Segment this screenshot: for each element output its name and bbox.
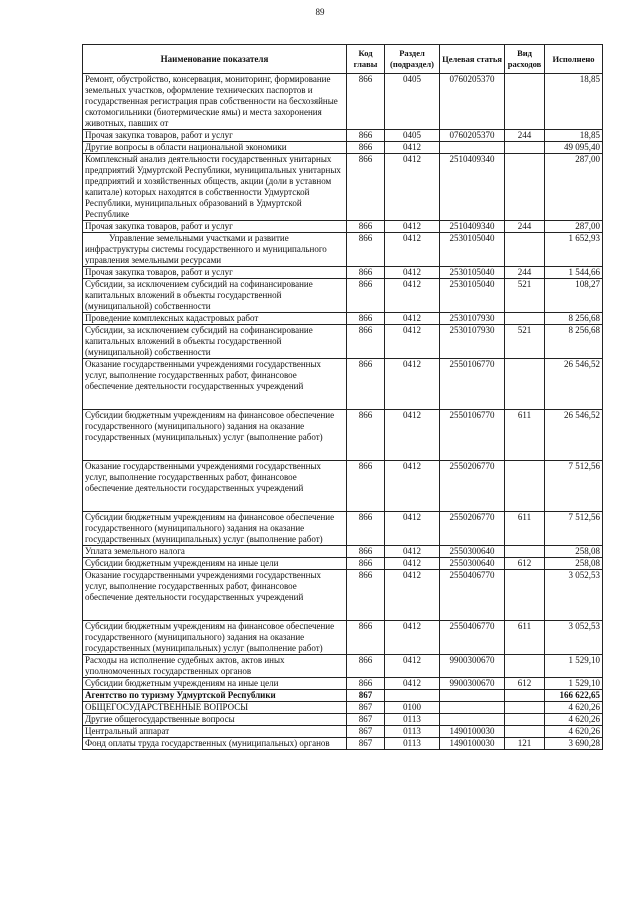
cell-target: 2530105040 [440, 267, 505, 279]
cell-amount: 7 512,56 [545, 512, 603, 546]
cell-code: 866 [347, 512, 385, 546]
table-row [83, 726, 603, 738]
cell-code: 867 [347, 738, 385, 750]
cell-type [505, 154, 545, 221]
cell-target: 2550300640 [440, 558, 505, 570]
table-row [83, 142, 603, 154]
cell-section: 0412 [385, 313, 440, 325]
cell-target: 2530105040 [440, 233, 505, 267]
cell-amount: 7 512,56 [545, 461, 603, 512]
cell-name: Центральный аппарат [83, 726, 347, 738]
cell-type [505, 726, 545, 738]
table-row [83, 74, 603, 130]
table-row [83, 279, 603, 313]
cell-amount: 1 529,10 [545, 678, 603, 690]
cell-name: Проведение комплексных кадастровых работ [83, 313, 347, 325]
cell-section: 0412 [385, 570, 440, 621]
cell-section: 0412 [385, 655, 440, 678]
cell-name: Оказание государственными учреждениями государственных услуг, выполнение государственных работ, финансовое обеспечение деятельности государственных учреждений [83, 461, 347, 512]
cell-section: 0412 [385, 233, 440, 267]
cell-amount: 258,08 [545, 546, 603, 558]
header-type: Вид расходов [505, 45, 545, 74]
cell-section: 0405 [385, 130, 440, 142]
table-row [83, 738, 603, 750]
cell-code: 866 [347, 279, 385, 313]
cell-name: Управление земельными участками и развитие инфраструктуры системы государственного и муниципального управления земельными ресурсами [83, 233, 347, 267]
cell-amount: 1 544,66 [545, 267, 603, 279]
cell-amount: 4 620,26 [545, 726, 603, 738]
cell-type [505, 570, 545, 621]
cell-code: 866 [347, 678, 385, 690]
cell-target: 0760205370 [440, 130, 505, 142]
table-row [83, 570, 603, 621]
cell-target: 0760205370 [440, 74, 505, 130]
header-section: Раздел (подраздел) [385, 45, 440, 74]
cell-section: 0100 [385, 702, 440, 714]
cell-code: 866 [347, 461, 385, 512]
cell-amount: 3 052,53 [545, 570, 603, 621]
cell-type: 611 [505, 512, 545, 546]
cell-amount: 3 690,28 [545, 738, 603, 750]
cell-target: 2550406770 [440, 621, 505, 655]
cell-code: 866 [347, 558, 385, 570]
cell-name: Субсидии бюджетным учреждениям на финансовое обеспечение государственного (муниципального) задания на оказание государственных (муниципальных) услуг (выполнение работ) [83, 512, 347, 546]
cell-name: Ремонт, обустройство, консервация, мониторинг, формирование земельных участков, оформление технических паспортов и государственная регистрация прав собственности на бесхозяйные скотомогильники (биотермические ямы) и места захоронения животных, павших от [83, 74, 347, 130]
cell-type [505, 142, 545, 154]
cell-type: 611 [505, 410, 545, 461]
cell-type: 611 [505, 621, 545, 655]
cell-name: Субсидии бюджетным учреждениям на финансовое обеспечение государственного (муниципального) задания на оказание государственных (муниципальных) услуг (выполнение работ) [83, 621, 347, 655]
cell-type: 244 [505, 130, 545, 142]
cell-type: 612 [505, 678, 545, 690]
cell-section: 0412 [385, 558, 440, 570]
cell-target: 2550206770 [440, 461, 505, 512]
cell-amount: 8 256,68 [545, 313, 603, 325]
cell-amount: 8 256,68 [545, 325, 603, 359]
cell-code: 866 [347, 621, 385, 655]
table-row [83, 410, 603, 461]
cell-type [505, 655, 545, 678]
cell-type [505, 233, 545, 267]
cell-amount: 4 620,26 [545, 702, 603, 714]
cell-amount: 26 546,52 [545, 359, 603, 410]
cell-section [385, 690, 440, 702]
cell-code: 866 [347, 142, 385, 154]
cell-type [505, 702, 545, 714]
table-row [83, 512, 603, 546]
cell-target: 2550300640 [440, 546, 505, 558]
cell-target: 1490100030 [440, 738, 505, 750]
cell-section: 0412 [385, 512, 440, 546]
cell-type: 244 [505, 221, 545, 233]
cell-section: 0412 [385, 410, 440, 461]
cell-name: Комплексный анализ деятельности государственных унитарных предприятий Удмуртской Республики, муниципальных унитарных предприятий и хозяйственных обществ, акции (доли в уставном капитале) которых находятся в собственности Удмуртской Республики, муниципальных образований в Удмуртской Республике [83, 154, 347, 221]
cell-name: Прочая закупка товаров, работ и услуг [83, 130, 347, 142]
table-row [83, 678, 603, 690]
cell-code: 866 [347, 74, 385, 130]
table-row [83, 558, 603, 570]
page-number: 89 [315, 7, 325, 17]
cell-section: 0113 [385, 726, 440, 738]
cell-section: 0412 [385, 461, 440, 512]
table-row [83, 621, 603, 655]
cell-code: 867 [347, 714, 385, 726]
cell-amount: 49 095,40 [545, 142, 603, 154]
cell-target: 2530107930 [440, 313, 505, 325]
cell-type [505, 714, 545, 726]
table-row [83, 154, 603, 221]
cell-type [505, 461, 545, 512]
cell-section: 0113 [385, 714, 440, 726]
cell-target: 2550106770 [440, 359, 505, 410]
cell-code: 867 [347, 702, 385, 714]
cell-section: 0412 [385, 325, 440, 359]
cell-code: 866 [347, 410, 385, 461]
cell-code: 866 [347, 325, 385, 359]
cell-name: Другие общегосударственные вопросы [83, 714, 347, 726]
table-row [83, 546, 603, 558]
cell-section: 0412 [385, 142, 440, 154]
cell-type: 244 [505, 267, 545, 279]
cell-name: Субсидии, за исключением субсидий на софинансирование капитальных вложений в объекты государственной (муниципальной) собственности [83, 325, 347, 359]
cell-target: 2530105040 [440, 279, 505, 313]
cell-target [440, 142, 505, 154]
cell-name: Другие вопросы в области национальной экономики [83, 142, 347, 154]
cell-section: 0113 [385, 738, 440, 750]
cell-type [505, 690, 545, 702]
cell-name: Расходы на исполнение судебных актов, актов иных уполномоченных государственных органов [83, 655, 347, 678]
cell-type: 612 [505, 558, 545, 570]
cell-section: 0412 [385, 267, 440, 279]
table-row [83, 130, 603, 142]
cell-section: 0412 [385, 678, 440, 690]
cell-amount: 1 652,93 [545, 233, 603, 267]
header-target: Целевая статья [440, 45, 505, 74]
table-row [83, 359, 603, 410]
table-body [83, 74, 603, 750]
table-row [83, 221, 603, 233]
cell-amount: 1 529,10 [545, 655, 603, 678]
header-code: Код главы [347, 45, 385, 74]
cell-code: 866 [347, 233, 385, 267]
cell-target: 9900300670 [440, 655, 505, 678]
cell-target: 2550406770 [440, 570, 505, 621]
cell-name: Прочая закупка товаров, работ и услуг [83, 221, 347, 233]
cell-amount: 4 620,26 [545, 714, 603, 726]
header-name: Наименование показателя [83, 45, 347, 74]
cell-name: Субсидии бюджетным учреждениям на иные цели [83, 678, 347, 690]
cell-amount: 108,27 [545, 279, 603, 313]
cell-name: Субсидии, за исключением субсидий на софинансирование капитальных вложений в объекты государственной (муниципальной) собственности [83, 279, 347, 313]
table-row [83, 325, 603, 359]
cell-type [505, 74, 545, 130]
cell-amount: 26 546,52 [545, 410, 603, 461]
cell-target: 2510409340 [440, 221, 505, 233]
cell-target: 1490100030 [440, 726, 505, 738]
cell-code: 866 [347, 359, 385, 410]
cell-name: Оказание государственными учреждениями государственных услуг, выполнение государственных работ, финансовое обеспечение деятельности государственных учреждений [83, 359, 347, 410]
cell-amount: 166 622,65 [545, 690, 603, 702]
table-row [83, 690, 603, 702]
cell-section: 0412 [385, 359, 440, 410]
cell-type [505, 546, 545, 558]
table-row [83, 267, 603, 279]
expenditure-table [82, 44, 603, 750]
table-row [83, 313, 603, 325]
cell-type: 521 [505, 325, 545, 359]
cell-target: 2550206770 [440, 512, 505, 546]
cell-target [440, 702, 505, 714]
cell-name: Фонд оплаты труда государственных (муниципальных) органов [83, 738, 347, 750]
cell-name: Агентство по туризму Удмуртской Республики [83, 690, 347, 702]
cell-type: 121 [505, 738, 545, 750]
table-header-row [83, 45, 603, 74]
cell-target: 2530107930 [440, 325, 505, 359]
cell-name: ОБЩЕГОСУДАРСТВЕННЫЕ ВОПРОСЫ [83, 702, 347, 714]
cell-code: 866 [347, 570, 385, 621]
table-row [83, 655, 603, 678]
cell-amount: 3 052,53 [545, 621, 603, 655]
cell-code: 866 [347, 655, 385, 678]
cell-amount: 18,85 [545, 74, 603, 130]
cell-section: 0405 [385, 74, 440, 130]
cell-code: 866 [347, 546, 385, 558]
cell-section: 0412 [385, 154, 440, 221]
cell-code: 867 [347, 690, 385, 702]
cell-section: 0412 [385, 279, 440, 313]
cell-amount: 287,00 [545, 154, 603, 221]
cell-code: 866 [347, 313, 385, 325]
cell-type: 521 [505, 279, 545, 313]
header-amount: Исполнено [545, 45, 603, 74]
cell-target [440, 714, 505, 726]
cell-target [440, 690, 505, 702]
table-row [83, 233, 603, 267]
cell-name: Субсидии бюджетным учреждениям на финансовое обеспечение государственного (муниципального) задания на оказание государственных (муниципальных) услуг (выполнение работ) [83, 410, 347, 461]
table-row [83, 702, 603, 714]
cell-code: 866 [347, 130, 385, 142]
cell-name: Оказание государственными учреждениями государственных услуг, выполнение государственных работ, финансовое обеспечение деятельности государственных учреждений [83, 570, 347, 621]
table-row [83, 714, 603, 726]
cell-section: 0412 [385, 221, 440, 233]
cell-code: 867 [347, 726, 385, 738]
cell-target: 2510409340 [440, 154, 505, 221]
cell-type [505, 359, 545, 410]
cell-name: Уплата земельного налога [83, 546, 347, 558]
cell-name: Субсидии бюджетным учреждениям на иные цели [83, 558, 347, 570]
cell-code: 866 [347, 154, 385, 221]
cell-code: 866 [347, 221, 385, 233]
table-row [83, 461, 603, 512]
cell-type [505, 313, 545, 325]
cell-amount: 18,85 [545, 130, 603, 142]
cell-section: 0412 [385, 621, 440, 655]
cell-target: 2550106770 [440, 410, 505, 461]
cell-target: 9900300670 [440, 678, 505, 690]
cell-code: 866 [347, 267, 385, 279]
cell-section: 0412 [385, 546, 440, 558]
cell-amount: 258,08 [545, 558, 603, 570]
cell-amount: 287,00 [545, 221, 603, 233]
cell-name: Прочая закупка товаров, работ и услуг [83, 267, 347, 279]
